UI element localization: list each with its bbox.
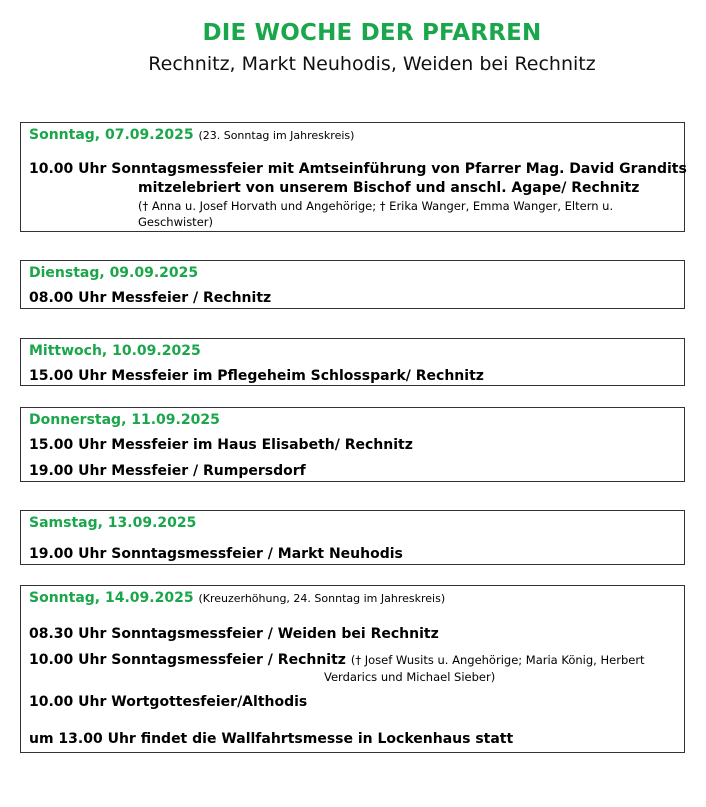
event-line bbox=[29, 652, 645, 668]
day-block-mittwoch bbox=[20, 338, 685, 386]
page-title: DIE WOCHE DER PFARREN bbox=[202, 20, 542, 46]
day-date: Sonntag, 07.09.2025 bbox=[29, 127, 194, 143]
event-line: um 13.00 Uhr findet die Wallfahrtsmesse in Lockenhaus statt bbox=[29, 731, 514, 747]
day-note: (23. Sonntag im Jahreskreis) bbox=[198, 129, 355, 142]
day-block-donnerstag bbox=[20, 407, 685, 482]
event-line: 19.00 Uhr Messfeier / Rumpersdorf bbox=[29, 463, 306, 479]
day-block-sonntag-0709 bbox=[20, 122, 685, 232]
mass-intention-continued: Verdarics und Michael Sieber) bbox=[324, 670, 496, 684]
event-line: 10.00 Uhr Wortgottesfeier/Althodis bbox=[29, 694, 308, 710]
mass-intention: († Anna u. Josef Horvath und Angehörige; † Erika Wanger, Emma Wanger, Eltern u. bbox=[138, 199, 614, 213]
event-line: 15.00 Uhr Messfeier im Haus Elisabeth/ Rechnitz bbox=[29, 437, 413, 453]
event-line: 08.30 Uhr Sonntagsmessfeier / Weiden bei Rechnitz bbox=[29, 626, 439, 642]
event-line: 15.00 Uhr Messfeier im Pflegeheim Schlosspark/ Rechnitz bbox=[29, 368, 484, 384]
page-subtitle: Rechnitz, Markt Neuhodis, Weiden bei Rechnitz bbox=[148, 53, 596, 75]
mass-intention-continued: Geschwister) bbox=[138, 215, 213, 229]
mass-intention: († Josef Wusits u. Angehörige; Maria König, Herbert bbox=[350, 653, 645, 667]
day-heading bbox=[29, 127, 354, 143]
day-block-dienstag bbox=[20, 260, 685, 309]
day-heading bbox=[29, 590, 445, 606]
event-text: 10.00 Uhr Sonntagsmessfeier / Rechnitz bbox=[29, 652, 346, 668]
event-line: 19.00 Uhr Sonntagsmessfeier / Markt Neuhodis bbox=[29, 546, 403, 562]
day-date: Mittwoch, 10.09.2025 bbox=[29, 343, 201, 359]
day-block-sonntag-1409 bbox=[20, 585, 685, 753]
event-line-continued: mitzelebriert von unserem Bischof und anschl. Agape/ Rechnitz bbox=[138, 180, 640, 196]
day-date: Samstag, 13.09.2025 bbox=[29, 515, 197, 531]
day-note: (Kreuzerhöhung, 24. Sonntag im Jahreskreis) bbox=[198, 592, 446, 605]
day-block-samstag bbox=[20, 510, 685, 565]
day-date: Dienstag, 09.09.2025 bbox=[29, 265, 199, 281]
event-line: 08.00 Uhr Messfeier / Rechnitz bbox=[29, 290, 272, 306]
day-date: Donnerstag, 11.09.2025 bbox=[29, 412, 220, 428]
event-line: 10.00 Uhr Sonntagsmessfeier mit Amtseinführung von Pfarrer Mag. David Grandits bbox=[29, 161, 687, 177]
day-date: Sonntag, 14.09.2025 bbox=[29, 590, 194, 606]
